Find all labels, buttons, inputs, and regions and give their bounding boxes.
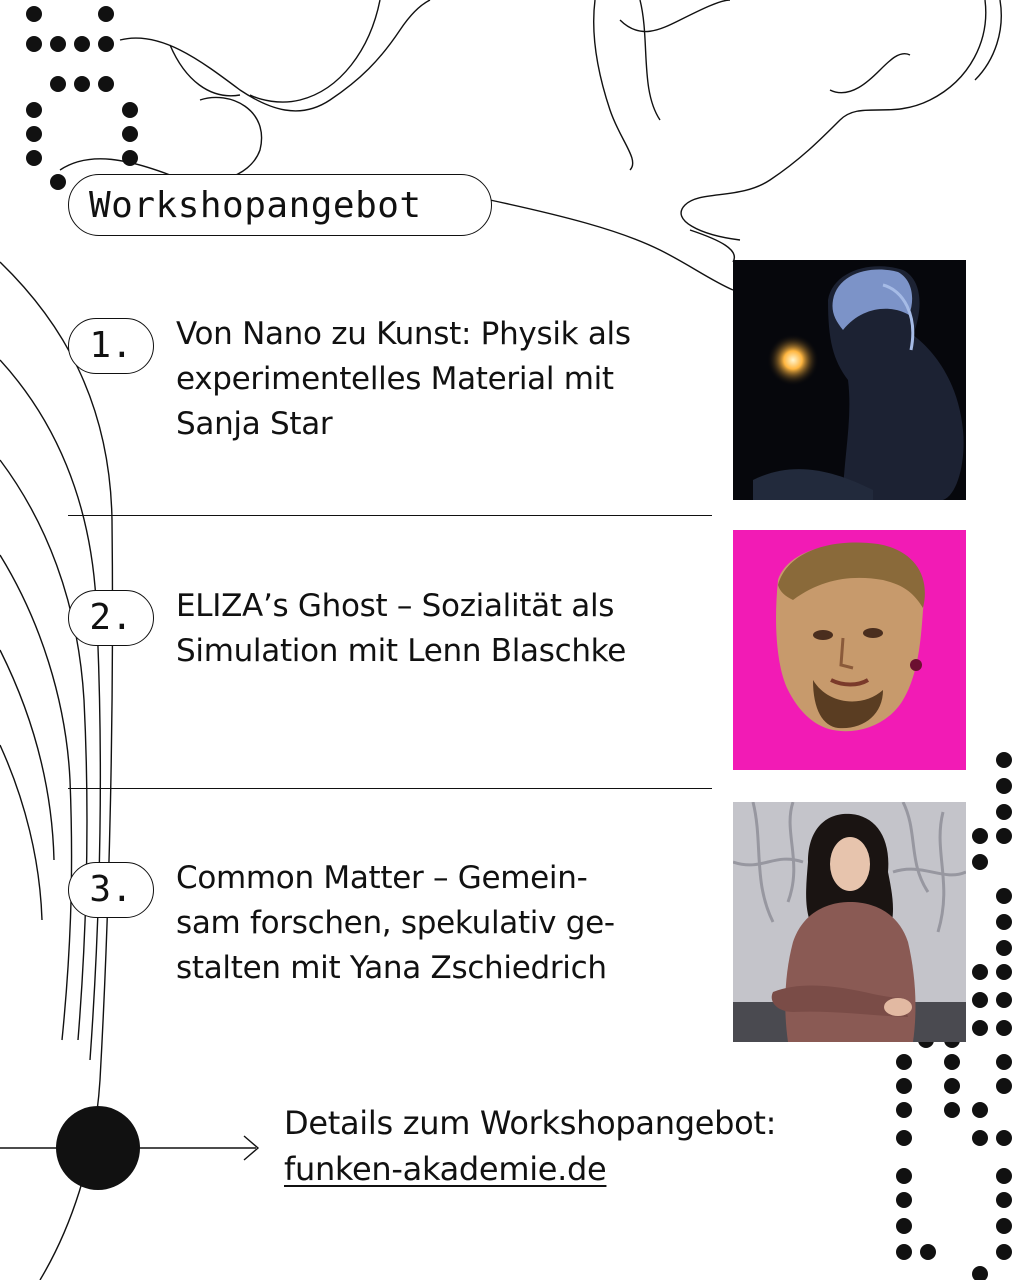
- photo-person-blue-light-icon: [733, 260, 966, 500]
- workshop-photo-1: [733, 260, 966, 500]
- workshop-photo-2: [733, 530, 966, 770]
- photo-woman-grey-wall-icon: [733, 802, 966, 1042]
- workshop-title-1: Von Nano zu Kunst: Physik als experimentelles Material mit Sanja Star: [176, 316, 631, 442]
- header-pill: [68, 174, 492, 236]
- footer-label: Details zum Workshopangebot:: [284, 1104, 777, 1142]
- workshop-number-2: 2.: [68, 590, 154, 646]
- workshop-photo-3: [733, 802, 966, 1042]
- workshop-number-3: 3.: [68, 862, 154, 918]
- workshop-title-3: Common Matter – Gemein- sam forschen, spekulativ ge- stalten mit Yana Zschiedrich: [176, 860, 615, 986]
- separator-line: [68, 788, 712, 789]
- workshop-title-2: ELIZA’s Ghost – Sozialität als Simulation mit Lenn Blaschke: [176, 588, 626, 669]
- separator-line: [68, 515, 712, 516]
- website-link[interactable]: funken-akademie.de: [284, 1150, 607, 1188]
- workshop-number-1: 1.: [68, 318, 154, 374]
- footer-details: [284, 1100, 776, 1192]
- photo-head-on-pink-icon: [733, 530, 966, 770]
- page-title: Workshopangebot: [89, 185, 422, 226]
